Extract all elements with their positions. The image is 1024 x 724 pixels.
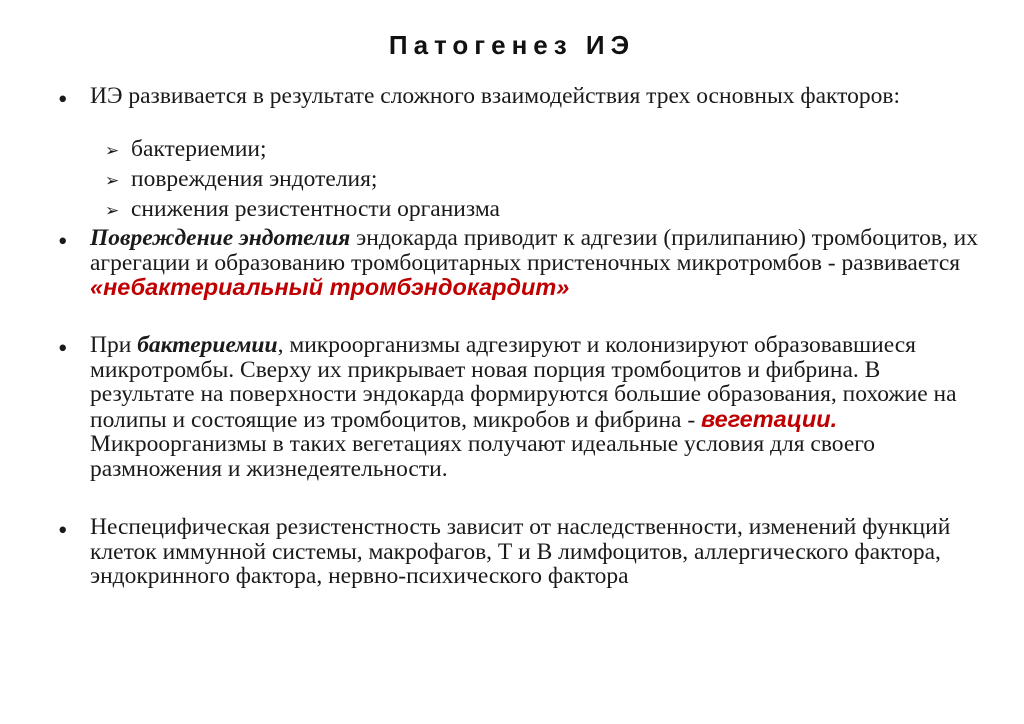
emphasis-term: бактериемии	[137, 332, 278, 358]
paragraph-3-prefix: При	[90, 332, 138, 358]
sub-item	[105, 137, 267, 163]
highlight-term: вегетации.	[701, 405, 838, 432]
bullet-marker: •	[58, 226, 68, 256]
sub-item	[105, 167, 377, 193]
sub-item-text: повреждения эндотелия;	[131, 166, 378, 192]
paragraph-3	[90, 333, 990, 481]
paragraph-1-text: ИЭ развивается в результате сложного взаимодействия трех основных факторов:	[90, 83, 901, 109]
arrow-bullet-icon: ➢	[105, 171, 120, 191]
sub-item-text: снижения резистентности организма	[131, 196, 500, 222]
paragraph-3-tail: Микроорганизмы в таких вегетациях получают идеальные условия для своего размножения и жизнедеятельности.	[90, 431, 876, 482]
sub-item-text: бактериемии;	[131, 136, 267, 162]
paragraph-3-text: , микроорганизмы адгезируют и колонизируют образовавшиеся микротромбы. Сверху их прикрывает новая порция тромбоцитов и фибрина. В результате на поверхности эндокарда формируются большие образования, похожие на полипы и состоящие из тромбоцитов, микробов и фибрина -	[90, 332, 957, 433]
paragraph-2-text: эндокарда приводит к адгезии (прилипанию) тромбоцитов, их агрегации и образованию тромбоцитарных пристеночных микротромбов - развивается	[90, 225, 979, 276]
slide-title: Патогенез ИЭ	[388, 30, 636, 60]
arrow-bullet-icon: ➢	[105, 141, 120, 161]
paragraph-4-text: Неспецифическая резистенстность зависит от наследственности, изменений функций клеток иммунной системы, макрофагов, Т и В лимфоцитов, аллергического фактора, эндокринного фактора, нервно-психического фактора	[90, 514, 951, 589]
paragraph-1	[90, 84, 990, 109]
bullet-marker: •	[58, 333, 68, 363]
emphasis-term: Повреждение эндотелия	[90, 225, 351, 251]
paragraph-4	[90, 515, 990, 589]
arrow-bullet-icon: ➢	[105, 201, 120, 221]
bullet-marker: •	[58, 84, 68, 114]
sub-item	[105, 197, 500, 223]
paragraph-2	[90, 226, 990, 301]
bullet-marker: •	[58, 515, 68, 545]
highlight-term: «небактериальный тромбэндокардит»	[90, 274, 570, 300]
